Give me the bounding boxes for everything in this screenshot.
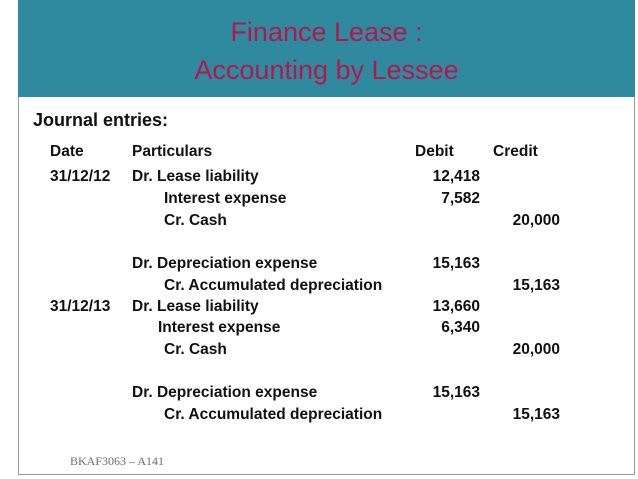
row-particulars: Cr. Cash (164, 212, 227, 229)
row-particulars: Dr. Lease liability (132, 168, 259, 185)
slide-footer: BKAF3063 – A141 (70, 454, 165, 468)
row-debit: 13,660 (432, 298, 480, 315)
row-particulars: Dr. Lease liability (132, 298, 259, 315)
header-debit: Debit (415, 143, 454, 160)
row-date: 31/12/12 (50, 168, 111, 185)
row-credit: 20,000 (512, 341, 560, 358)
slide-title-line-1: Finance Lease : (230, 17, 423, 47)
row-debit: 15,163 (432, 384, 480, 401)
slide-title-line-2: Accounting by Lessee (194, 55, 459, 85)
row-debit: 6,340 (441, 319, 480, 336)
row-credit: 20,000 (512, 212, 560, 229)
journal-heading: Journal entries: (33, 110, 169, 130)
row-credit: 15,163 (512, 277, 560, 294)
row-debit: 12,418 (432, 168, 480, 185)
row-credit: 15,163 (512, 406, 560, 423)
header-date: Date (50, 143, 84, 160)
header-credit: Credit (493, 143, 538, 160)
row-particulars: Cr. Accumulated depreciation (164, 406, 383, 423)
row-debit: 7,582 (441, 190, 480, 207)
row-particulars: Dr. Depreciation expense (132, 384, 318, 401)
row-particulars: Interest expense (164, 190, 287, 207)
row-particulars: Cr. Accumulated depreciation (164, 277, 383, 294)
row-particulars: Dr. Depreciation expense (132, 255, 318, 272)
title-bar (18, 0, 635, 97)
row-date: 31/12/13 (50, 298, 111, 315)
row-debit: 15,163 (432, 255, 480, 272)
header-particulars: Particulars (132, 143, 213, 160)
row-particulars: Cr. Cash (164, 341, 227, 358)
row-particulars: Interest expense (158, 319, 281, 336)
